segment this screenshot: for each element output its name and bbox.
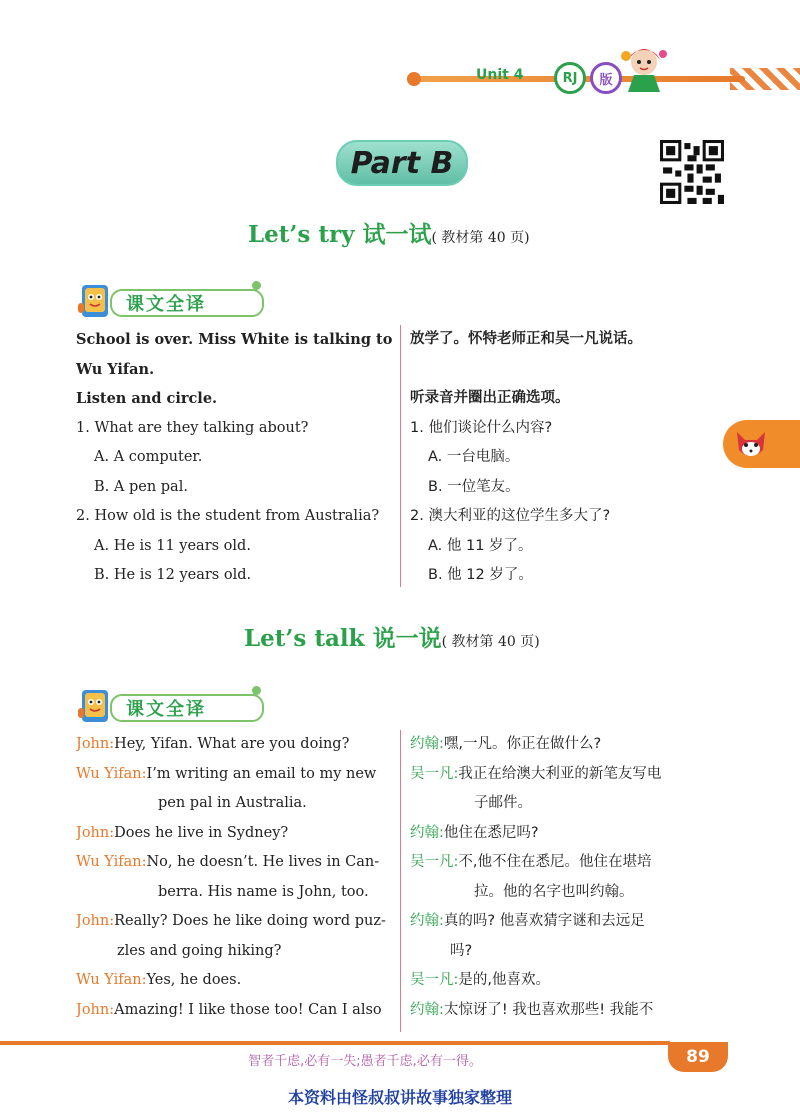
column-divider <box>400 730 401 1032</box>
dialogue-line: Wu Yifan:I’m writing an email to my new <box>76 765 377 782</box>
speaker-name: John: <box>76 1001 115 1018</box>
page-number: 89 <box>668 1042 728 1072</box>
dialogue-line: berra. His name is John, too. <box>158 883 369 900</box>
try-en-line: B. He is 12 years old. <box>94 567 252 583</box>
lets-talk-title: Let’s talk 说一说( 教材第 40 页) <box>244 625 540 652</box>
try-zh-line: B. 他 12 岁了。 <box>428 567 533 583</box>
edition-badge: 版 <box>590 62 622 94</box>
dialogue-line: Wu Yifan:Yes, he does. <box>76 972 242 988</box>
try-chinese-column <box>410 325 730 591</box>
talk-english-column <box>76 730 392 1025</box>
qr-code-icon[interactable] <box>660 140 724 204</box>
speaker-name: Wu Yifan: <box>76 972 147 988</box>
try-en-line: A. He is 11 years old. <box>94 537 251 554</box>
dialogue-line: 约翰:太惊讶了! 我也喜欢那些! 我能不 <box>410 1001 654 1018</box>
talk-chinese-column <box>410 730 730 1025</box>
speaker-name: 吴一凡: <box>410 972 459 988</box>
dialogue-line: pen pal in Australia. <box>158 795 307 811</box>
dialogue-line: John:Amazing! I like those too! Can I also <box>76 1001 382 1018</box>
translation-badge: 课文全译 <box>76 281 246 321</box>
dialogue-line: 吗? <box>450 942 473 959</box>
side-tab <box>723 420 800 468</box>
try-zh-line: 听录音并圈出正确选项。 <box>410 390 570 406</box>
rj-badge: RJ <box>554 62 586 94</box>
speaker-name: 约翰: <box>410 1001 444 1018</box>
dialogue-line: 吴一凡:是的,他喜欢。 <box>410 972 550 988</box>
speaker-name: 吴一凡: <box>410 765 459 782</box>
speaker-name: 约翰: <box>410 736 444 752</box>
dialogue-line: 约翰:他住在悉尼吗? <box>410 824 539 841</box>
dialogue-line: John:Really? Does he like doing word puz- <box>76 913 386 929</box>
try-en-line: Wu Yifan. <box>76 360 155 378</box>
header-checker-decoration <box>730 68 800 90</box>
speaker-name: 吴一凡: <box>410 854 459 870</box>
try-en-line: Listen and circle. <box>76 390 218 407</box>
speaker-name: John: <box>76 913 115 929</box>
try-en-line: A. A computer. <box>94 449 203 465</box>
try-en-line: 1. What are they talking about? <box>76 419 309 436</box>
mascot-girl-icon <box>616 44 672 94</box>
try-zh-line <box>410 355 730 385</box>
book-mascot-icon <box>76 686 116 726</box>
translation-badge: 课文全译 <box>76 686 246 726</box>
footer-rule <box>0 1041 670 1045</box>
try-en-line: 2. How old is the student from Australia? <box>76 508 380 524</box>
dialogue-line: Wu Yifan:No, he doesn’t. He lives in Can- <box>76 854 380 870</box>
try-english-column <box>76 325 392 591</box>
dialogue-line: zles and going hiking? <box>117 942 282 959</box>
speaker-name: 约翰: <box>410 824 444 841</box>
speaker-name: John: <box>76 824 115 841</box>
dialogue-line: 吴一凡:我正在给澳大利亚的新笔友写电 <box>410 765 662 782</box>
unit-label: Unit 4 <box>476 67 524 83</box>
dialogue-line: 约翰:嘿,一凡。你正在做什么? <box>410 736 602 752</box>
dialogue-line: 拉。他的名字也叫约翰。 <box>474 883 634 900</box>
try-zh-line: 1. 他们谈论什么内容? <box>410 419 553 436</box>
try-zh-line: B. 一位笔友。 <box>428 478 520 495</box>
try-zh-line: 2. 澳大利亚的这位学生多大了? <box>410 508 611 524</box>
try-zh-line: A. 一台电脑。 <box>428 449 520 465</box>
dialogue-line: 吴一凡:不,他不住在悉尼。他住在堪培 <box>410 854 652 870</box>
try-zh-line: 放学了。怀特老师正和吴一凡说话。 <box>410 331 642 347</box>
fox-mascot-icon <box>733 426 769 462</box>
speaker-name: Wu Yifan: <box>76 854 147 870</box>
footer-credit: 本资料由怪叔叔讲故事独家整理 <box>287 1088 512 1107</box>
try-en-line: School is over. Miss White is talking to <box>76 331 392 348</box>
dialogue-line: John:Hey, Yifan. What are you doing? <box>76 736 350 752</box>
speaker-name: John: <box>76 736 115 752</box>
part-b-title: Part B <box>336 140 468 186</box>
speaker-name: 约翰: <box>410 913 444 929</box>
book-mascot-icon <box>76 281 116 321</box>
speaker-name: Wu Yifan: <box>76 765 147 782</box>
dialogue-line: John:Does he live in Sydney? <box>76 824 289 841</box>
try-en-line: B. A pen pal. <box>94 478 188 495</box>
page-header <box>0 0 800 110</box>
dialogue-line: 子邮件。 <box>474 795 532 811</box>
lets-try-title: Let’s try 试一试( 教材第 40 页) <box>248 221 530 248</box>
dialogue-line: 约翰:真的吗? 他喜欢猜字谜和去远足 <box>410 913 645 929</box>
proverb: 智者千虑,必有一失;愚者千虑,必有一得。 <box>248 1054 482 1069</box>
column-divider <box>400 325 401 587</box>
try-zh-line: A. 他 11 岁了。 <box>428 537 533 554</box>
